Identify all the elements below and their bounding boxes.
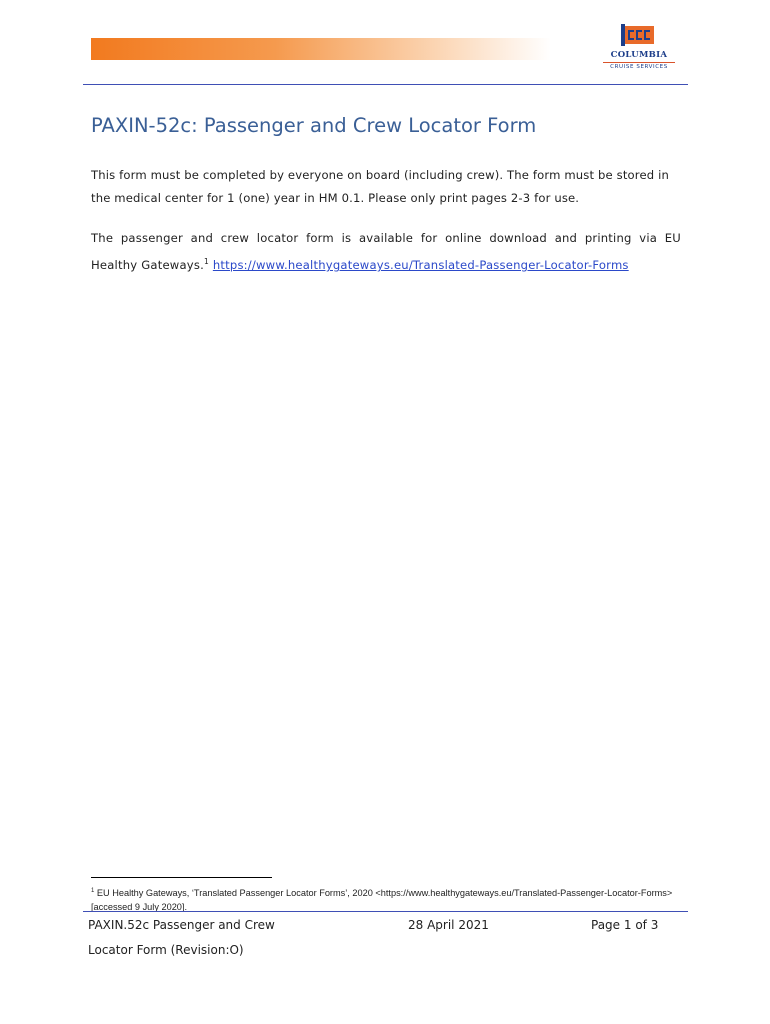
footer-doc-name: PAXIN.52c Passenger and Crew Locator Form (Revision:O) <box>88 918 275 957</box>
logo-tagline: CRUISE SERVICES <box>603 62 675 70</box>
download-paragraph-line1: The passenger and crew locator form is available for online download and printing via EU <box>91 231 681 245</box>
footnote <box>91 884 681 914</box>
header-color-bar <box>91 38 551 60</box>
footnote-text: EU Healthy Gateways, ‘Translated Passenger Locator Forms’, 2020 <https://www.healthygateways.eu/Translated-Passenger-Locator-Forms> [accessed 9 July 2020]. <box>91 888 673 912</box>
download-paragraph-line2: Healthy Gateways. <box>91 258 204 272</box>
page-title: PAXIN-52c: Passenger and Crew Locator Form <box>91 114 537 137</box>
header-divider <box>83 84 688 85</box>
intro-paragraph: This form must be completed by everyone on board (including crew). The form must be stored in the medical center for 1 (one) year in HM 0.1. Please only print pages 2-3 for use. <box>91 168 669 205</box>
footnote-number: 1 <box>91 888 95 894</box>
footnote-reference[interactable]: 1 <box>203 257 209 266</box>
company-logo <box>603 22 675 74</box>
logo-company-name: COLUMBIA <box>610 50 668 60</box>
footer-date: 28 April 2021 <box>408 918 489 932</box>
healthy-gateways-link[interactable]: https://www.healthygateways.eu/Translated-Passenger-Locator-Forms <box>212 258 629 272</box>
ship-logo-icon <box>621 22 657 48</box>
footnote-divider <box>91 877 272 878</box>
footer-divider <box>83 911 688 912</box>
footer-page-number: Page 1 of 3 <box>591 918 659 932</box>
download-paragraph <box>91 227 681 277</box>
